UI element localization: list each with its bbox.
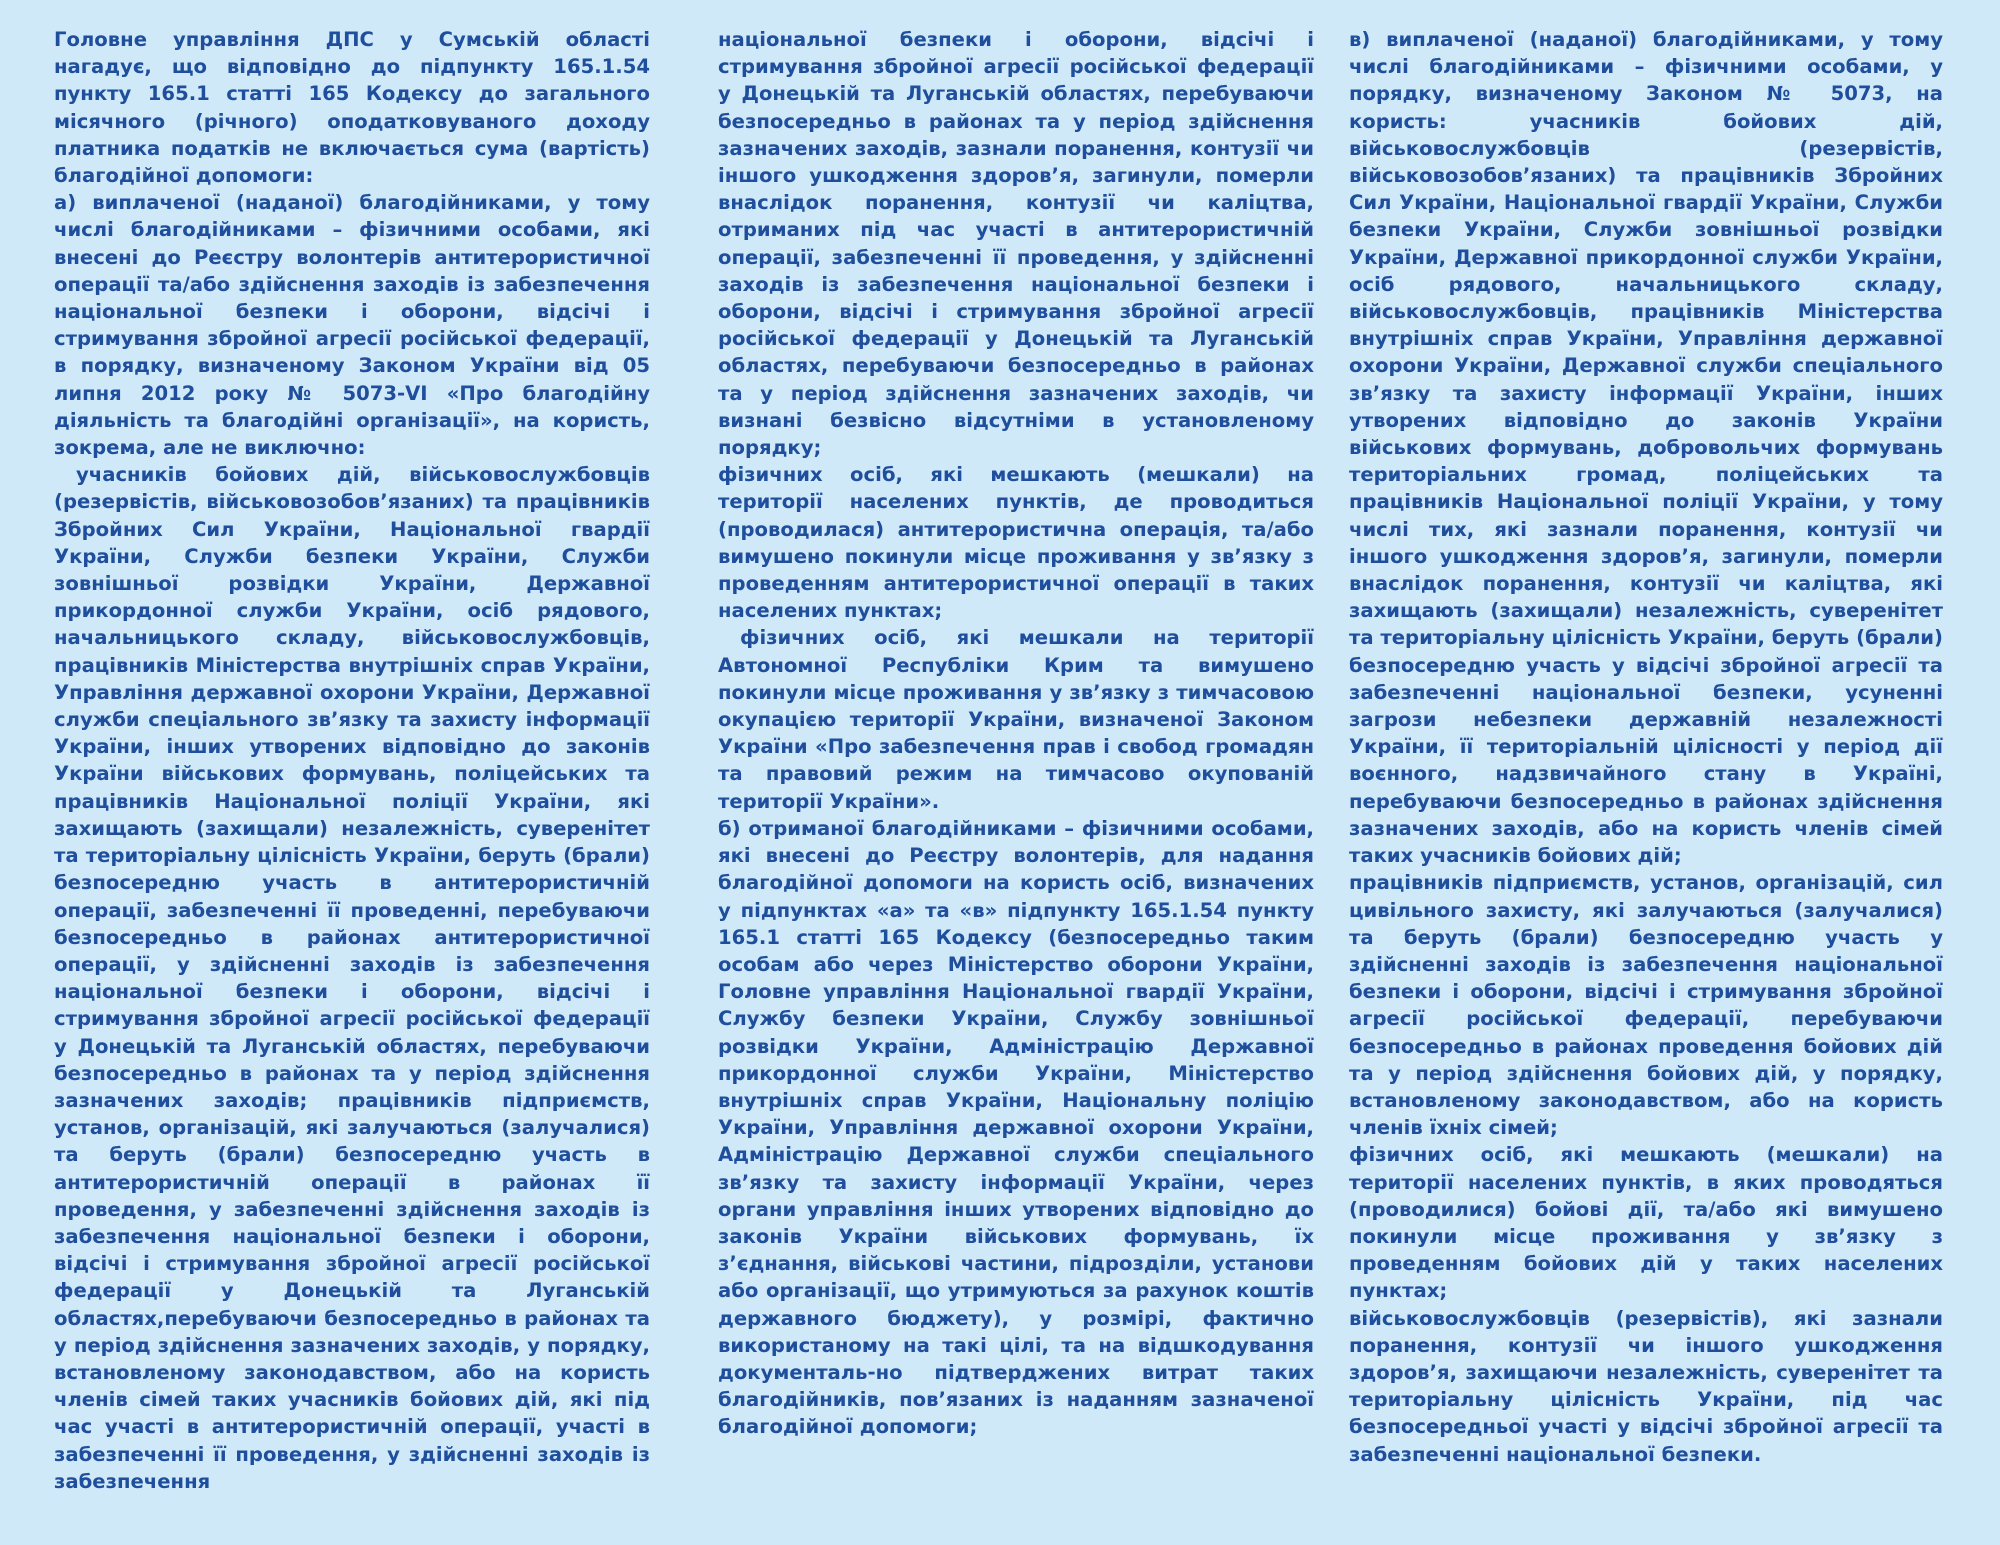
crimea-residents-paragraph: фізичних осіб, які мешкали на території Автономної Республіки Крим та вимушено покинули місце проживання у зв’язку з тимчасовою окупацією території України, визначеної Законом України «Про забезпечення прав і свобод громадян та правовий режим на тимчасово окупованій території України».	[718, 626, 1314, 813]
intro-paragraph: Головне управління ДПС у Сумській області нагадує, що відповідно до підпункту 165.1.54 пункту 165.1 статті 165 Кодексу до загального місячного (річного) оподатковуваного доходу платника податків не включається сума (вартість) благодійної допомоги:	[54, 28, 650, 188]
clause-a-paragraph: а) виплаченої (наданої) благодійниками, у тому числі благодійниками – фізичними особами, які внесені до Реєстру волонтерів антитерористичної операції та/або здійснення заходів із забезпечення національної безпеки і оборони, відсічі і стримування збройної агресії російської федерації, в порядку, визначеному Законом України від 05 липня 2012 року № 5073-VI «Про благодійну діяльність та благодійні організації», на користь, зокрема, але не виключно:	[54, 191, 650, 460]
text-column-2	[718, 26, 1314, 1526]
ato-residents-paragraph: фізичних осіб, які мешкають (мешкали) на території населених пунктів, де проводиться (проводилася) антитерористична операція, та/або вимушено покинули місце проживання у зв’язку з проведенням антитерористичної операції в таких населених пунктах;	[718, 463, 1314, 623]
clause-a-recipients-paragraph: учасників бойових дій, військовослужбовців (резервістів, військовозобов’язаних) та працівників Збройних Сил України, Національної гвардії України, Служби безпеки України, Служби зовнішньої розвідки України, Державної прикордонної служби України, осіб рядового, начальницького складу, військовослужбовців, працівників Міністерства внутрішніх справ України, Управління державної охорони України, Державної служби спеціального зв’язку та захисту інформації України, інших утворених відповідно до законів України військових формувань, поліцейських та працівників Національної поліції України, які захищають (захищали) незалежність, суверенітет та територіальну цілісність України, беруть (брали) безпосередню участь в антитерористичній операції, забезпеченні її проведенні, перебуваючи безпосередньо в районах антитерористичної операції, у здійсненні заходів із забезпечення національної безпеки і оборони, відсічі і стримування збройної агресії російської федерації у Донецькій та Луганській областях, перебуваючи безпосередньо в районах та у період здійснення зазначених заходів; працівників підприємств, установ, організацій, які залучаються (залучалися) та беруть (брали) безпосередню участь в антитерористичній операції в районах її проведення, у забезпеченні здійснення заходів із забезпечення національної безпеки і оборони, відсічі і стримування збройної агресії російської федерації у Донецькій та Луганській областях,перебуваючи безпосередньо в районах та у період здійснення зазначених заходів, у порядку, встановленому законодавством, або на користь членів сімей таких учасників бойових дій, які під час участі в антитерористичній операції, участі в забезпеченні її проведення, у здійсненні заходів із забезпечення	[54, 463, 650, 1493]
text-column-3	[1349, 26, 1943, 1526]
wounded-servicemen-paragraph: військовослужбовців (резервістів), які зазнали поранення, контузії чи іншого ушкодження здоров’я, захищаючи незалежність, суверенітет та територіальну цілісність України, під час безпосередньої участі у відсічі збройної агресії та забезпеченні національної безпеки.	[1349, 1306, 1943, 1466]
clause-a-continuation-paragraph: національної безпеки і оборони, відсічі і стримування збройної агресії російської федерації у Донецькій та Луганській областях, перебуваючи безпосередньо в районах та у період здійснення зазначених заходів, зазнали поранення, контузії чи іншого ушкодження здоров’я, загинули, померли внаслідок поранення, контузії чи каліцтва, отриманих під час участі в антитерористичній операції, забезпеченні її проведення, у здійсненні заходів із забезпечення національної безпеки і оборони, відсічі і стримування збройної агресії російської федерації у Донецькій та Луганській областях, перебуваючи безпосередньо в районах та у період здійснення зазначених заходів, чи визнані безвісно відсутніми в установленому порядку;	[718, 28, 1314, 460]
clause-c-paragraph: в) виплаченої (наданої) благодійниками, у тому числі благодійниками – фізичними особами, у порядку, визначеному Законом № 5073, на користь: учасників бойових дій, військовослужбовців (резервістів, військовозобов’язаних) та працівників Збройних Сил України, Національної гвардії України, Служби безпеки України, Служби зовнішньої розвідки України, Державної прикордонної служби України, осіб рядового, начальницького складу, військовослужбовців, працівників Міністерства внутрішніх справ України, Управління державної охорони України, Державної служби спеціального зв’язку та захисту інформації України, інших утворених відповідно до законів України військових формувань, добровольчих формувань територіальних громад, поліцейських та працівників Національної поліції України, у тому числі тих, які зазнали поранення, контузії чи іншого ушкодження здоров’я, загинули, померли внаслідок поранення, контузії чи каліцтва, які захищають (захищали) незалежність, суверенітет та територіальну цілісність України, беруть (брали) безпосередню участь у відсічі збройної агресії та забезпеченні національної безпеки, усуненні загрози небезпеки державній незалежності України, її територіальній цілісності у період дії воєнного, надзвичайного стану в Україні, перебуваючи безпосередньо в районах здійснення зазначених заходів, або на користь членів сімей таких учасників бойових дій;	[1349, 28, 1943, 868]
combat-area-residents-paragraph: фізичних осіб, які мешкають (мешкали) на території населених пунктів, в яких проводяться (проводилися) бойові дії, та/або які вимушено покинули місце проживання у зв’язку з проведенням бойових дій у таких населених пунктах;	[1349, 1143, 1943, 1303]
enterprise-workers-paragraph: працівників підприємств, установ, організацій, сил цивільного захисту, які залучаються (залучалися) та беруть (брали) безпосередню участь у здійсненні заходів із забезпечення національної безпеки і оборони, відсічі і стримування збройної агресії російської федерації, перебуваючи безпосередньо в районах проведення бойових дій та у період здійснення бойових дій, у порядку, встановленому законодавством, або на користь членів їхніх сімей;	[1349, 871, 1943, 1140]
clause-b-paragraph: б) отриманої благодійниками – фізичними особами, які внесені до Реєстру волонтерів, для надання благодійної допомоги на користь осіб, визначених у підпунктах «а» та «в» підпункту 165.1.54 пункту 165.1 статті 165 Кодексу (безпосередньо таким особам або через Міністерство оборони України, Головне управління Національної гвардії України, Службу безпеки України, Службу зовнішньої розвідки України, Адміністрацію Державної прикордонної служби України, Міністерство внутрішніх справ України, Національну поліцію України, Управління державної охорони України, Адміністрацію Державної служби спеціального зв’язку та захисту інформації України, через органи управління інших утворених відповідно до законів України військових формувань, їх з’єднання, військові частини, підрозділи, установи або організації, що утримуються за рахунок коштів державного бюджету), у розмірі, фактично використаному на такі цілі, та на відшкодування документаль-но підтверджених витрат таких благодійників, пов’язаних із наданням зазначеної благодійної допомоги;	[718, 816, 1314, 1439]
text-column-1	[54, 26, 650, 1526]
